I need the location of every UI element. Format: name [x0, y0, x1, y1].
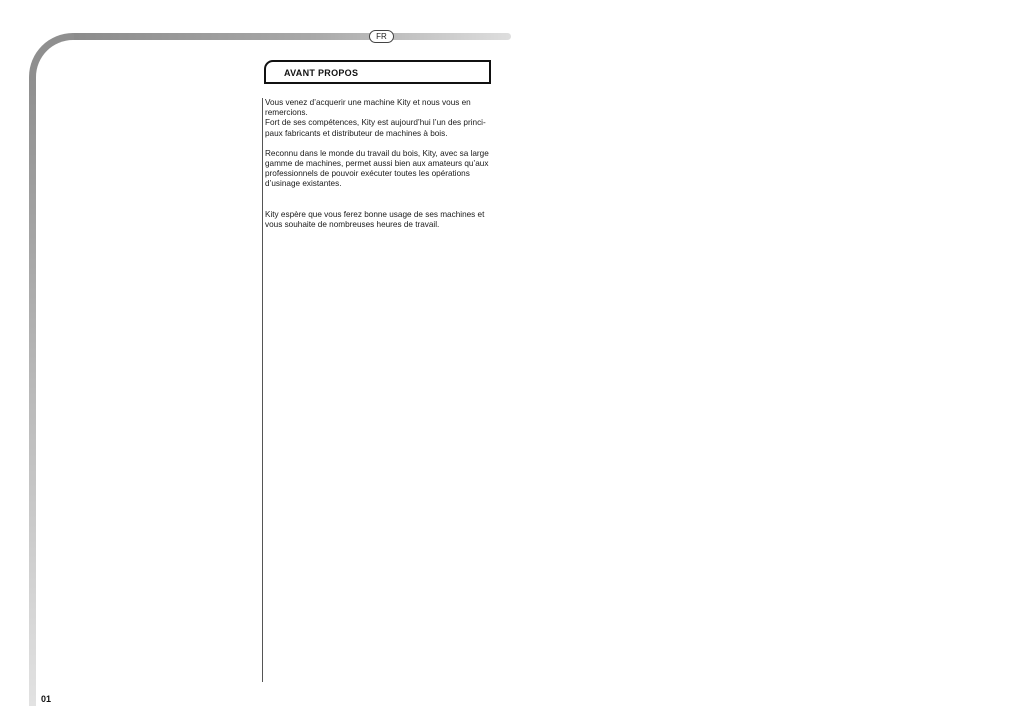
paragraph-spacer: [265, 190, 505, 210]
frame-top-bar: [74, 33, 511, 40]
section-title: AVANT PROPOS: [284, 68, 359, 78]
paragraph-closing: Kity espère que vous ferez bonne usage de ses machines et vous souhaite de nombreuses heures de travail.: [265, 209, 485, 229]
paragraph-spacer: [265, 139, 505, 149]
paragraph-reputation: Reconnu dans le monde du travail du bois, Kity, avec sa large gamme de machines, permet aussi bien aux amateurs qu’aux professionnels de pouvoir exécuter toutes les opérations d’usinage existantes.: [265, 148, 489, 189]
frame-corner: [29, 33, 89, 93]
frame-left-bar: [29, 78, 36, 706]
paragraph-intro: Vous venez d’acquerir une machine Kity et nous vous en remercions. Fort de ses compétences, Kity est aujourd’hui l’un des princi- paux fabricants et distributeur de machines à bois.: [265, 98, 486, 138]
language-badge: FR: [369, 30, 394, 43]
section-title-box: [264, 60, 491, 84]
body-text: [265, 98, 505, 230]
page-number: 01: [41, 694, 52, 704]
vertical-rule: [262, 98, 263, 682]
